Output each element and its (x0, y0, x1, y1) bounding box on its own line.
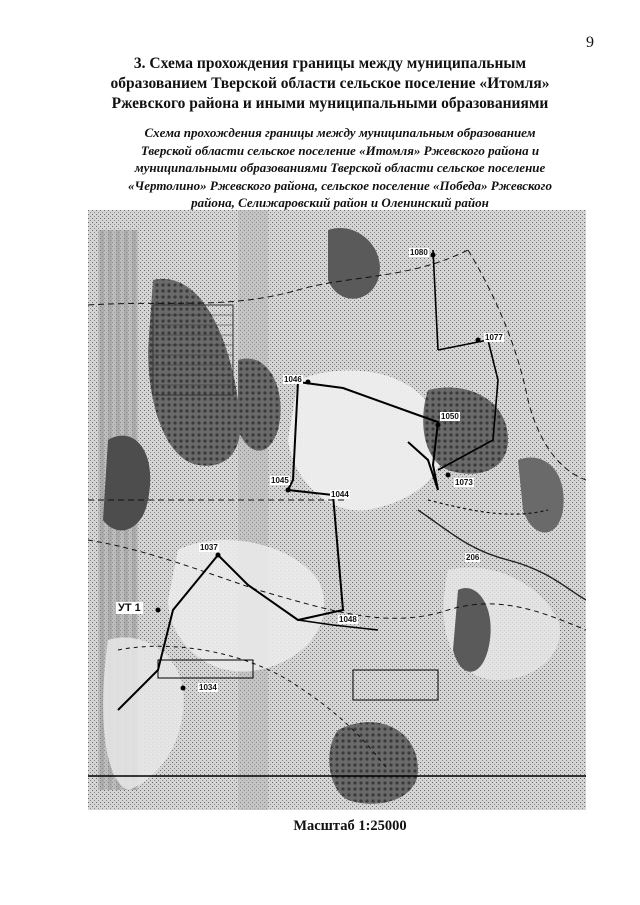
control-point-label: УТ 1 (118, 602, 141, 614)
point-label-1044: 1044 (331, 490, 349, 499)
map-caption-line: «Чертолино» Ржевского района, сельское поселение «Победа» Ржевского (128, 177, 552, 193)
point-label-1073: 1073 (455, 478, 473, 487)
point-label-1050: 1050 (441, 412, 459, 421)
map-scale: Масштаб 1:25000 (293, 818, 407, 834)
point-label-1037: 1037 (200, 543, 218, 552)
point-label-1080: 1080 (410, 248, 428, 257)
point-label-206: 206 (466, 553, 480, 562)
point-label-1046: 1046 (284, 375, 302, 384)
map-caption-line: района, Селижаровский район и Оленинский район (191, 195, 489, 210)
boundary-map (88, 210, 586, 810)
section-title (60, 54, 600, 114)
section-title-line: 3. Схема прохождения границы между муниципальным (133, 55, 527, 72)
point-label-1077: 1077 (485, 333, 503, 342)
point-label-1034: 1034 (199, 683, 217, 692)
point-label-1045: 1045 (271, 476, 289, 485)
map-caption-line: Схема прохождения границы между муниципальным образованием (144, 125, 536, 140)
map-caption-line: Тверской области сельское поселение «Итомля» Ржевского района и (140, 142, 540, 158)
map-shade-band (238, 210, 268, 810)
map-caption-line: муниципальными образованиями Тверской области сельское поселение (134, 160, 546, 175)
map-caption (90, 124, 590, 212)
section-title-line: образованием Тверской области сельское поселение «Итомля» (110, 75, 550, 92)
section-title-line: Ржевского района и иными муниципальными образованиями (111, 95, 549, 112)
page-number: 9 (586, 34, 594, 51)
map-canvas (88, 210, 586, 810)
point-label-1048: 1048 (339, 615, 357, 624)
